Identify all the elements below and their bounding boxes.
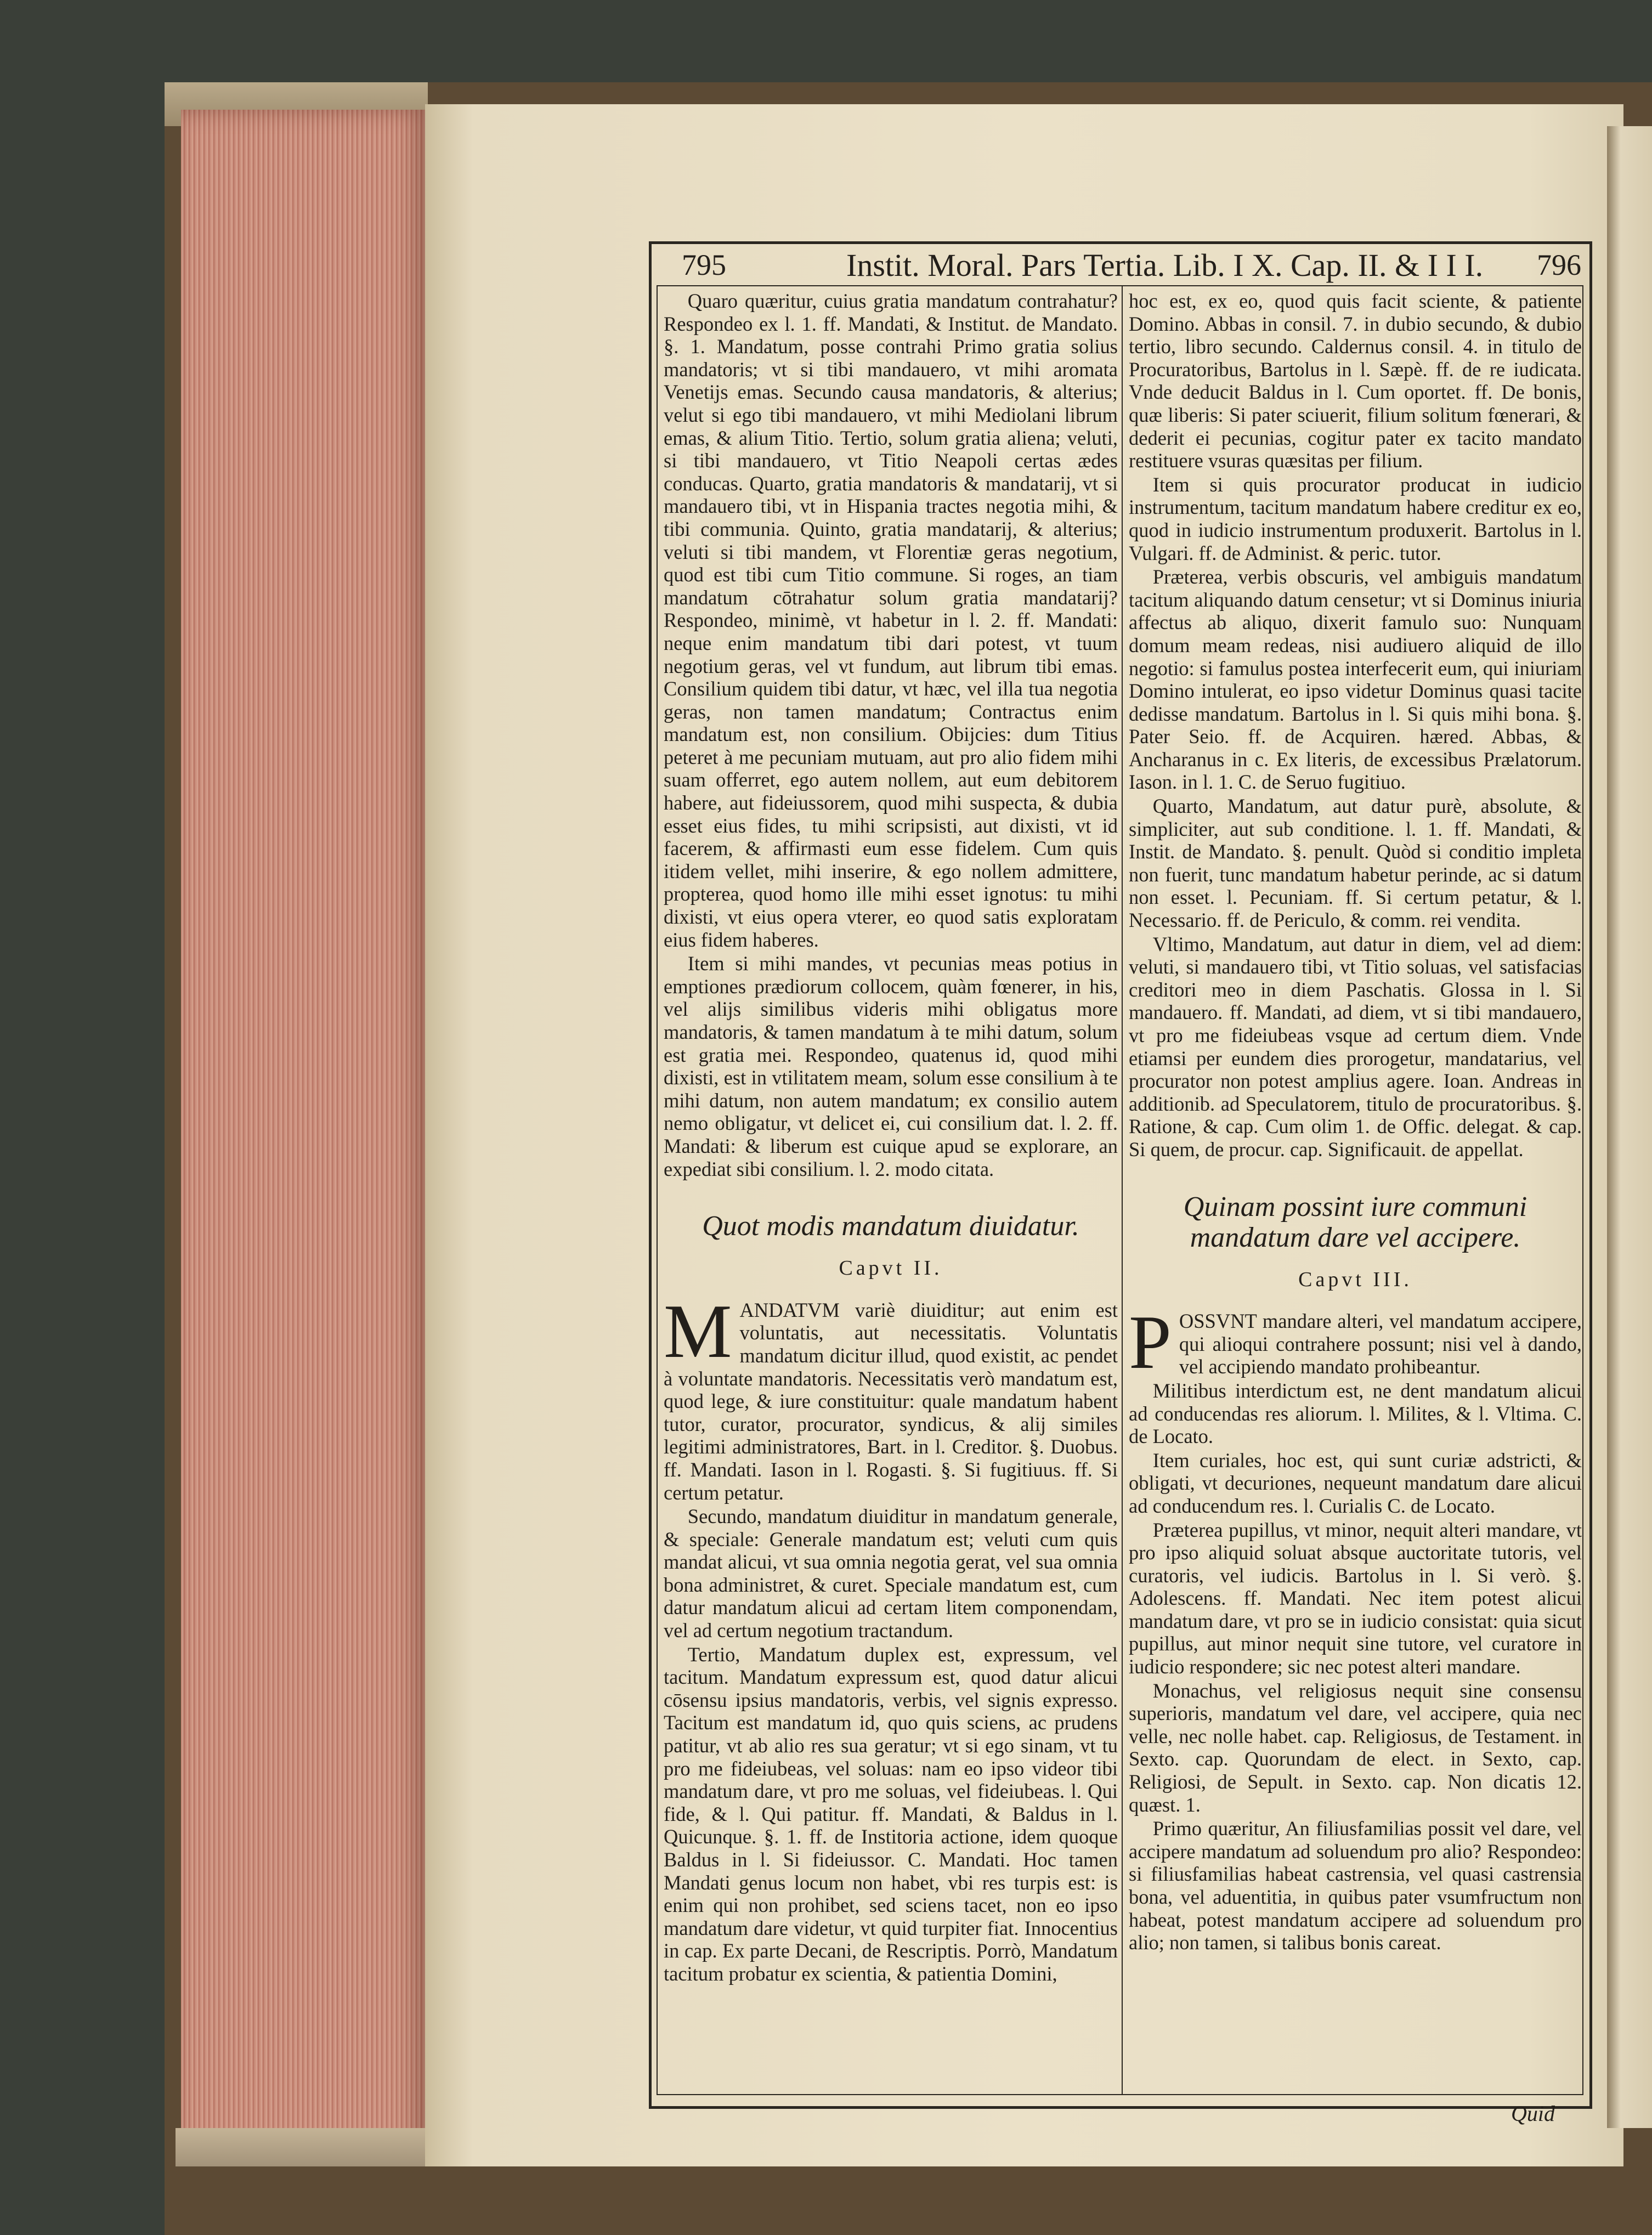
paragraph: Item si mihi mandes, vt pecunias meas potius in emptiones prædiorum collocem, quàm fœnerer, in his, vel alijs similibus videris mihi obligatus more mandatoris, & tamen mandatum à te mihi datum, solum est gratia mei. Respondeo, quatenus id, quod mihi dixisti, est in vtilitatem meam, solum esse consilium à te mihi datum, non autem mandatum; ex consilio autem nemo obligatur, vt delicet ei, cui consilium dat. l. 2. ff. Mandati: & liberum est cuique apud se explorare, an expediat sibi consilium. l. 2. modo citata. — [664, 952, 1118, 1180]
paragraph: hoc est, ex eo, quod quis facit sciente, & patiente Domino. Abbas in consil. 7. in dubio secundo, & dubio tertio, libro secundo. Caldernus consil. 4. in titulo de Procuratoribus, Bartolus in l. Sæpè. ff. de re iudicata. Vnde deducit Baldus in l. Cum oportet. ff. De bonis, quæ liberis: Si pater sciuerit, filium solitum fœnerari, & dederit ei pecunias, cogitur pater ex tacito mandato restituere vsuras quæsitas per filium. — [1129, 290, 1582, 472]
paragraph: Militibus interdictum est, ne dent mandatum alicui ad conducendas res aliorum. l. Milites, & l. Vltima. C. de Locato. — [1129, 1379, 1582, 1448]
paragraph: Secundo, mandatum diuiditur in mandatum generale, & speciale: Generale mandatum est; veluti cum quis mandat alicui, vt sua omnia negotia gerat, vel sua omnia bona administret, & curet. Speciale mandatum est, cum datur mandatum alicui ad certam litem componendam, vel ad certum negotium tractandum. — [664, 1505, 1118, 1642]
paragraph — [664, 1288, 1118, 1504]
book-fore-edge — [181, 110, 428, 2166]
page-number-right: 796 — [1537, 248, 1581, 281]
paragraph: Item si quis procurator producat in iudicio instrumentum, tacitum mandatum habere creditur ex eo, quod in iudicio instrumentum produxerit. Bartolus in l. Vulgari. ff. de Administ. & peric. tutor. — [1129, 473, 1582, 564]
paragraph-text: OSSVNT mandare alteri, vel mandatum accipere, qui alioqui contrahere possunt; nisi vel à dando, vel accipiendo mandato prohibeantur. — [1179, 1310, 1582, 1378]
paragraph: Præterea pupillus, vt minor, nequit alteri mandare, vt pro ipso aliquid soluat absque auctoritate tutoris, vel curatoris, vel iudicis. Bartolus in l. Si verò. §. Adolescens. ff. Mandati. Nec item potest alicui mandatum dare, vt pro se in iudicio consistat: quia sicut pupillus, aut minor nequit sine tutore, vel curatore in iudicio respondere; sic nec potest alteri mandare. — [1129, 1518, 1582, 1678]
chapter-number: Capvt III. — [1298, 1268, 1412, 1291]
catchword: Quid — [1511, 2101, 1555, 2126]
paragraph: Præterea, verbis obscuris, vel ambiguis mandatum tacitum aliquando datum censetur; vt si Dominus iniuria affectus ab aliquo, dixerit famulo suo: Nunquam domum meam redeas, nisi audiuero aliquid de illo negotio: si famulus postea interfecerit eum, qui iniuriam Domino intulerat, eo ipso videtur Dominus quasi tacite dedisse mandatum. Bartolus in l. Si quis mihi bona. §. Pater Seio. ff. de Acquiren. hæred. Abbas, & Ancharanus in c. Ex literis, de excessibus Prælatorum. Iason. in l. 1. C. de Seruo fugitiuo. — [1129, 565, 1582, 794]
running-head — [649, 247, 1592, 285]
paragraph: Item curiales, hoc est, qui sunt curiæ adstricti, & obligati, vt decuriones, nequeunt mandatum dare alicui ad conducendum res. l. Curialis C. de Locato. — [1129, 1448, 1582, 1517]
chapter-heading: Quot modis mandatum diuidatur. — [702, 1210, 1079, 1242]
paragraph: Quarto, Mandatum, aut datur purè, absolute, & simpliciter, aut sub conditione. l. 1. ff. Mandati, & Instit. de Mandato. §. penult. Quòd si conditio impleta non fuerit, tunc mandatum habetur perinde, ac si datum non esset. l. Pecuniam. ff. Si certum petatur, & l. Necessario. ff. de Periculo, & comm. rei vendita. — [1129, 795, 1582, 932]
left-column — [664, 290, 1118, 1985]
right-column — [1129, 290, 1582, 1954]
paragraph: Primo quæritur, An filiusfamilias possit vel dare, vel accipere mandatum ad soluendum pro alio? Respondeo: si filiusfamilias habeat castrensia, vel quasi castrensia bona, vel aduentitia, in quibus pater vsumfructum non habeat, potest mandatum accipere ad soluendum pro alio; non tamen, si talibus bonis careat. — [1129, 1817, 1582, 1954]
page-number-left: 795 — [682, 248, 726, 281]
paragraph: Vltimo, Mandatum, aut datur in diem, vel ad diem: veluti, si mandauero tibi, vt Titio soluas, vel satisfacias creditori meo in diem Paschatis. Glossa in l. Si mandauero. ff. Mandati, ad diem, vt si tibi mandauero, vt pro me fideiubeas vsque ad certum diem. Vnde etiamsi per eundem dies prorogetur, mandatarius, vel procurator non potest amplius agere. Ioan. Andreas in additionib. ad Speculatorem, titulo de procuratoribus. §. Ratione, & cap. Cum olim 1. de Offic. delegat. & cap. Si quem, de procur. cap. Significauit. de appellat. — [1129, 932, 1582, 1161]
column-rule — [1122, 285, 1123, 2095]
paragraph: Tertio, Mandatum duplex est, expressum, vel tacitum. Mandatum expressum est, quod datur alicui cōsensu ipsius mandatoris, verbis, vel signis expresso. Tacitum est mandatum id, quo quis sciens, ac prudens patitur, vt ab alio res sua geratur; vt si ego sinam, vt tu pro me fideiubeas, vel soluas: nam eo ipso videor tibi mandatum dare, vt pro me soluas, vel fideiubeas. l. Qui fide, & l. Qui patitur. ff. Mandati, & Baldus in l. Quicunque. §. 1. ff. de Institoria actione, idem quoque Baldus in l. Si fideiussor. C. Mandati. Hoc tamen Mandati genus locum non habet, vbi res turpis est: is enim qui non prohibet, sed sciens tacet, non eo ipso mandatum dare videtur, vt quid turpiter fiat. Innocentius in cap. Ex parte Decani, de Rescriptis. Porrò, Mandatum tacitum probatur ex scientia, & patientia Domini, — [664, 1643, 1118, 1985]
chapter-number: Capvt II. — [839, 1257, 943, 1280]
facing-page-edge — [1607, 126, 1652, 2128]
paragraph-text: ANDATVM variè diuiditur; aut enim est voluntatis, aut necessitatis. Voluntatis mandatum dicitur illud, quod existit, ac pendet à voluntate mandatoris. Necessitatis verò mandatum est, quod lege, & iure constituitur: quale mandatum habent tutor, curator, procurator, syndicus, & alij similes legitimi administratores, Bart. in l. Creditor. §. Duobus. ff. Mandati. Iason in l. Rogasti. §. Si fugitiuus. ff. Si certum petatur. — [664, 1298, 1118, 1504]
chapter-heading: Quinam possint iure communi mandatum dare vel accipere. — [1183, 1191, 1527, 1253]
paragraph: Quaro quæritur, cuius gratia mandatum contrahatur? Respondeo ex l. 1. ff. Mandati, & Institut. de Mandato. §. 1. Mandatum, posse contrahi Primo gratia solius mandatoris; vt si tibi mandauero, vt mihi aromata Venetijs emas. Secundo causa mandatoris, & alterius; velut si ego tibi mandauero, vt mihi Mediolani librum emas, & alium Titio. Tertio, solum gratia aliena; veluti, si tibi mandauero, vt Titio Neapoli certas ædes conducas. Quarto, gratia mandatoris & mandatarij, vt si mandauero tibi, vt in Hispania tractes negotia mihi, & tibi communia. Quinto, gratia mandatarij, & alterius; veluti si tibi mandem, vt Florentiæ geras negotium, quod est tibi cum Titio commune. Si roges, an tiam mandatum cōtrahatur solum gratia mandatarij? Respondeo, minimè, vt habetur in l. 2. ff. Mandati: neque enim mandatum tibi dari potest, vt tuum negotium geras, vel vt fundum, aut librum tibi emas. Consilium quidem tibi datur, vt hæc, vel illa tua negotia geras, non tamen mandatum; Contractus enim mandatum est, non consilium. Obijcies: dum Titius peteret à me pecuniam mutuam, aut pro alio fidem mihi suam offerret, ego autem nollem, aut eum debitorem habere, aut fideiussorem, quod mihi suspecta, & dubia esset eius fides, tu mihi scripsisti, aut dixisti, vt id facerem, & affirmasti eum esse fidelem. Cum quis itidem vellet, mihi inserire, & ego nollem admittere, propterea, quod homo ille mihi esset ignotus: tu mihi dixisti, vt eius opera vterer, eo quod satis exploratam eius fidem haberes. — [664, 290, 1118, 951]
drop-cap: M — [664, 1288, 732, 1374]
drop-cap: P — [1129, 1300, 1172, 1385]
running-title: Instit. Moral. Pars Tertia. Lib. I X. Cap. II. & I I I. — [846, 247, 1484, 283]
book-bottom-edge — [176, 2128, 450, 2166]
paragraph — [1129, 1300, 1582, 1385]
paragraph: Monachus, vel religiosus nequit sine consensu superioris, mandatum vel dare, vel accipere, quia nec velle, nec nolle habet. cap. Religiosus, de Testament. in Sexto. cap. Quorundam de elect. in Sexto, cap. Religiosi, de Sepult. in Sexto. cap. Non dicatis 12. quæst. 1. — [1129, 1679, 1582, 1816]
